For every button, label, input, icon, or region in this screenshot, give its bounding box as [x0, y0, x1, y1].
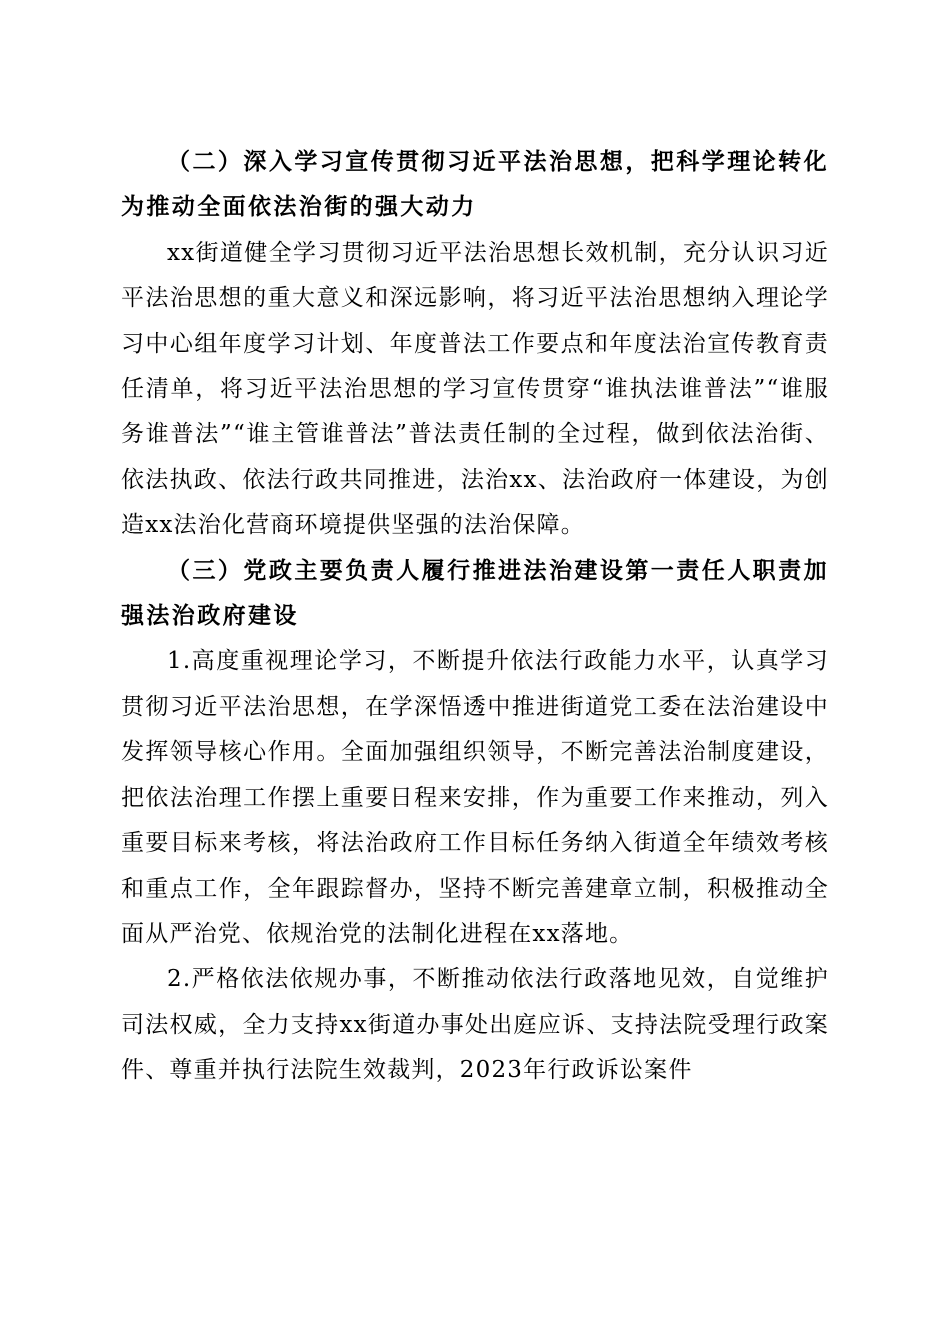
body-paragraph-item-2: 2.严格依法依规办事，不断推动依法行政落地见效，自觉维护司法权威，全力支持xx街道办事处出庭应诉、支持法院受理行政案件、尊重并执行法院生效裁判，2023年行政诉讼案件 — [121, 966, 829, 1084]
document-page — [121, 140, 829, 1094]
section-heading-2: （二）深入学习宣传贯彻习近平法治思想，把科学理论转化为推动全面依法治街的强大动力 — [121, 149, 829, 221]
body-paragraph: xx街道健全学习贯彻习近平法治思想长效机制，充分认识习近平法治思想的重大意义和深远影响，将习近平法治思想纳入理论学习中心组年度学习计划、年度普法工作要点和年度法治宣传教育责任清单，将习近平法治思想的学习宣传贯穿“谁执法谁普法”“谁服务谁普法”“谁主管谁普法”普法责任制的全过程，做到依法治街、依法执政、依法行政共同推进，法治xx、法治政府一体建设，为创造xx法治化营商环境提供坚强的法治保障。 — [121, 239, 829, 539]
section-heading-3: （三）党政主要负责人履行推进法治建设第一责任人职责加强法治政府建设 — [121, 557, 829, 630]
body-paragraph-item-1: 1.高度重视理论学习，不断提升依法行政能力水平，认真学习贯彻习近平法治思想，在学深悟透中推进街道党工委在法治建设中发挥领导核心作用。全面加强组织领导，不断完善法治制度建设，把依法治理工作摆上重要日程来安排，作为重要工作来推动，列入重要目标来考核，将法治政府工作目标任务纳入街道全年绩效考核和重点工作，全年跟踪督办，坚持不断完善建章立制，积极推动全面从严治党、依规治党的法制化进程在xx落地。 — [121, 648, 829, 947]
